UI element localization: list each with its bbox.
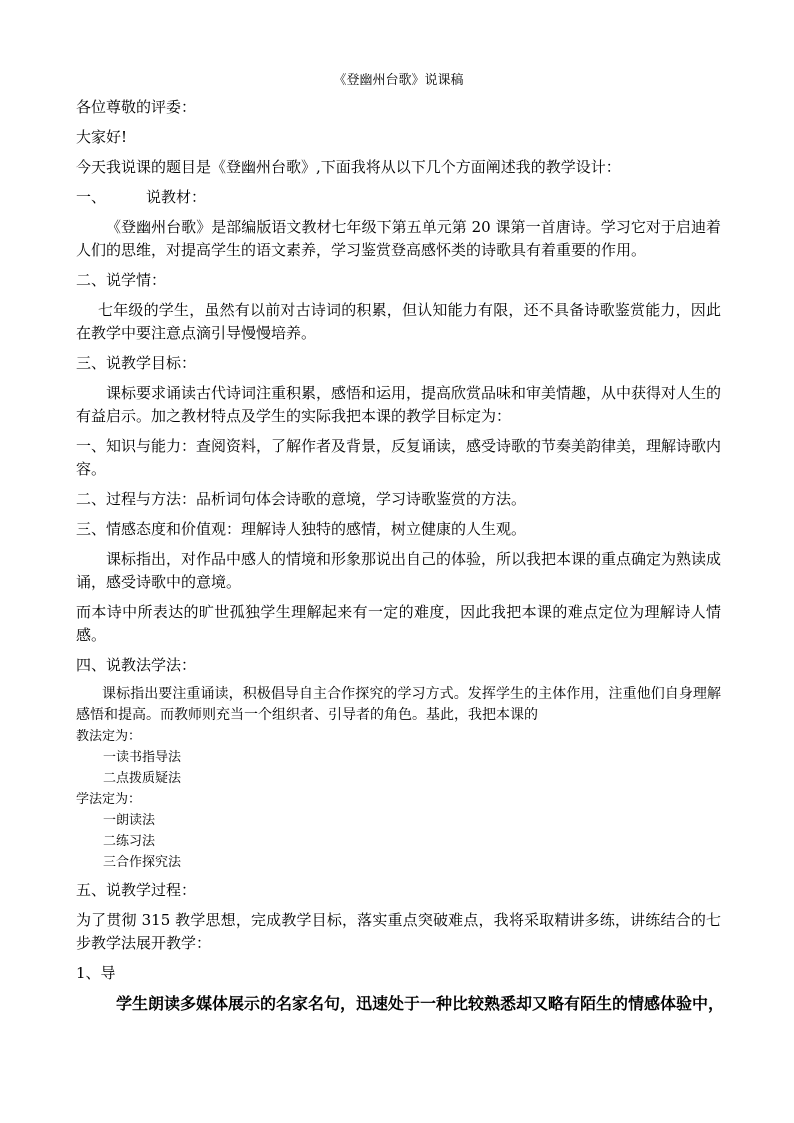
goal-emotion: 三、情感态度和价值观：理解诗人独特的感情，树立健康的人生观。 [76, 520, 527, 538]
learning-methods-label: 学法定为： [76, 792, 142, 807]
goal-process: 二、过程与方法：品析词句体会诗歌的意境，学习诗歌鉴赏的方法。 [76, 490, 527, 508]
difficult-point: 而本诗中所表达的旷世孤独学生理解起来有一定的难度，因此我把本课的难点定位为理解诗人情感。 [76, 603, 721, 644]
teaching-method-item: 二点拨质疑法 [103, 771, 182, 786]
section-2-heading: 二、说学情： [76, 271, 167, 289]
teaching-methods-label: 教法定为： [76, 729, 142, 744]
hello: 大家好! [76, 128, 128, 146]
document-title: 《登幽州台歌》说课稿 [333, 73, 464, 88]
learning-method-item: 一朗读法 [103, 813, 156, 828]
document-page [76, 72, 725, 1023]
section-5-body: 为了贯彻 315 教学思想，完成教学目标，落实重点突破难点，我将采取精讲多练，讲练结合的七步教学法展开教学： [76, 911, 721, 952]
teaching-method-item: 一读书指导法 [103, 750, 182, 765]
section-1-title: 说教材： [146, 188, 207, 206]
section-2-body: 七年级的学生，虽然有以前对古诗词的积累，但认知能力有限，还不具备诗歌鉴赏能力，因此在教学中要注意点滴引导慢慢培养。 [76, 301, 721, 342]
step-1-body: 学生朗读多媒体展示的名家名句，迅速处于一种比较熟悉却又略有陌生的情感体验中， [116, 994, 725, 1013]
key-point: 课标指出，对作品中感人的情境和形象那说出自己的体验，所以我把本课的重点确定为熟读成诵，感受诗歌中的意境。 [76, 550, 722, 591]
section-1-heading [76, 186, 721, 209]
section-4-heading: 四、说教法学法： [76, 656, 197, 674]
section-1-body: 《登幽州台歌》是部编版语文教材七年级下第五单元第 20 课第一首唐诗。学习它对于启迪着人们的思维，对提高学生的语文素养，学习鉴赏登高感怀类的诗歌具有着重要的作用。 [76, 218, 721, 259]
goal-knowledge: 一、知识与能力：查阅资料，了解作者及背景，反复诵读，感受诗歌的节奏美韵律美，理解诗歌内容。 [76, 437, 722, 478]
section-4-body: 课标指出要注重诵读，积极倡导自主合作探究的学习方式。发挥学生的主体作用，注重他们自身理解感悟和提高。而教师则充当一个组织者、引导者的角色。基此，我把本课的 [76, 686, 721, 723]
section-3-heading: 三、说教学目标： [76, 354, 197, 372]
section-1-number: 一、 [76, 188, 107, 206]
step-1-heading: 1、导 [76, 964, 116, 982]
section-5-heading: 五、说教学过程： [76, 881, 197, 899]
learning-method-item: 三合作探究法 [103, 855, 182, 870]
learning-method-item: 二练习法 [103, 834, 156, 849]
intro: 今天我说课的题目是《登幽州台歌》,下面我将从以下几个方面阐述我的教学设计： [76, 158, 621, 176]
section-3-body: 课标要求诵读古代诗词注重积累，感悟和运用，提高欣赏品味和审美情趣，从中获得对人生的有益启示。加之教材特点及学生的实际我把本课的教学目标定为： [76, 384, 722, 425]
greeting: 各位尊敬的评委： [76, 98, 197, 116]
